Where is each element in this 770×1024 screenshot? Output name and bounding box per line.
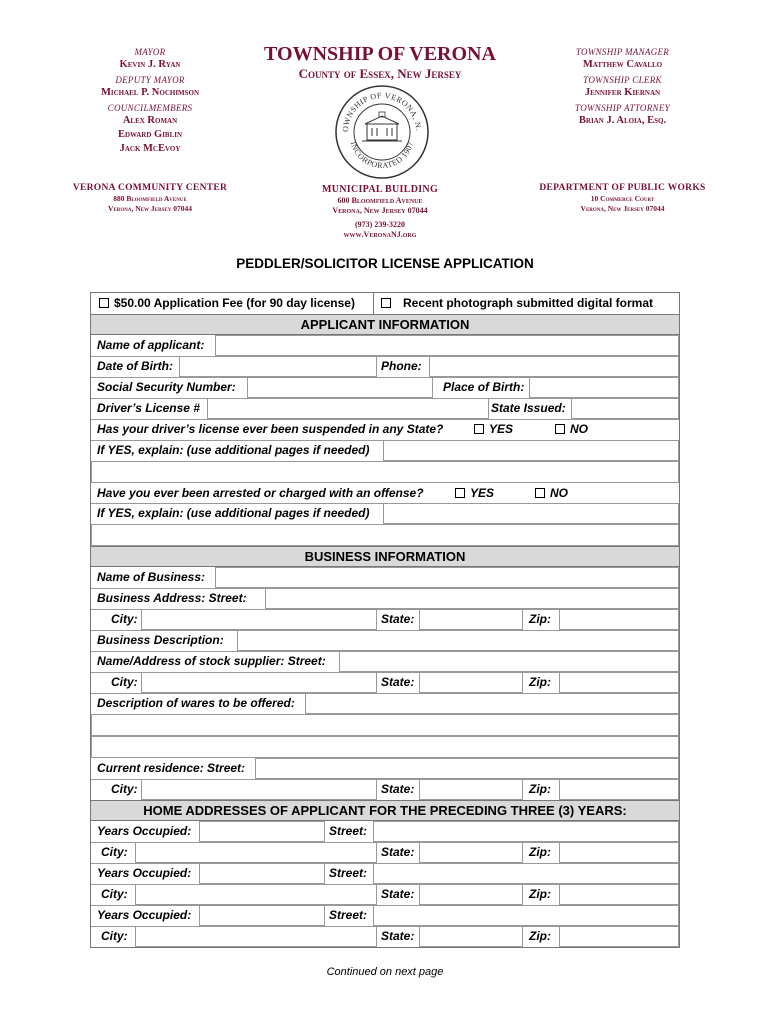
history-city-3-label: City: (101, 929, 128, 943)
form-title: PEDDLER/SOLICITOR LICENSE APPLICATION (236, 256, 534, 271)
business-zip-input[interactable] (559, 609, 679, 630)
arrested-no-option[interactable] (535, 486, 568, 500)
business-city-input[interactable] (141, 609, 377, 630)
officials-right (535, 46, 710, 128)
arrested-explain-input[interactable] (383, 503, 679, 524)
history-city-2-label: City: (101, 887, 128, 901)
history-state-2-label: State: (381, 887, 415, 901)
phone-input[interactable] (429, 356, 679, 377)
council-member-2: Edward Giblin (117, 129, 183, 140)
residence-zip-label: Zip: (529, 782, 551, 796)
pob-label: Place of Birth: (443, 380, 525, 394)
residence-label: Current residence: Street: (97, 761, 246, 775)
ssn-label: Social Security Number: (97, 380, 236, 394)
public-works-addr1: 10 Commerce Court (590, 194, 655, 203)
arrested-yes-checkbox[interactable] (455, 488, 465, 498)
history-zip-2-input[interactable] (559, 884, 679, 905)
clerk-role: TOWNSHIP CLERK (583, 75, 662, 85)
history-street-1-label: Street: (329, 824, 368, 838)
clerk-name: Jennifer Kiernan (584, 87, 661, 98)
history-zip-3-label: Zip: (529, 929, 551, 943)
municipal-building-address (265, 184, 495, 240)
phone-label: Phone: (381, 359, 422, 373)
arrested-yes-option[interactable] (455, 486, 494, 500)
ssn-input[interactable] (247, 377, 433, 398)
dob-label: Date of Birth: (97, 359, 173, 373)
divider (91, 419, 679, 420)
mayor-role: MAYOR (134, 47, 166, 57)
council-role: COUNCILMEMBERS (107, 103, 193, 113)
deputy-name: Michael P. Nochimson (100, 87, 200, 98)
history-state-1-input[interactable] (419, 842, 523, 863)
business-street-input[interactable] (265, 588, 679, 609)
history-street-1-input[interactable] (373, 821, 679, 842)
years-occupied-2-input[interactable] (199, 863, 325, 884)
history-section-title: HOME ADDRESSES OF APPLICANT FOR THE PRECEDING THREE (3) YEARS: (143, 803, 627, 818)
fee-label: $50.00 Application Fee (for 90 day license) (114, 296, 355, 310)
residence-city-input[interactable] (141, 779, 377, 800)
history-zip-3-input[interactable] (559, 926, 679, 947)
divider (373, 293, 374, 314)
history-street-2-input[interactable] (373, 863, 679, 884)
business-section-title: BUSINESS INFORMATION (304, 549, 466, 564)
state-issued-input[interactable] (571, 398, 679, 419)
suspended-explain-input[interactable] (383, 440, 679, 461)
suspended-explain-label: If YES, explain: (use additional pages if needed) (97, 443, 370, 457)
supplier-state-input[interactable] (419, 672, 523, 693)
applicant-name-label: Name of applicant: (97, 338, 205, 352)
residence-state-label: State: (381, 782, 415, 796)
history-street-2-label: Street: (329, 866, 368, 880)
residence-zip-input[interactable] (559, 779, 679, 800)
fee-checkbox[interactable] (99, 298, 109, 308)
public-works-addr2: Verona, New Jersey 07044 (580, 204, 665, 213)
seal-top-text: OWNSHIP OF VERONA, N. (340, 90, 424, 133)
business-state-label: State: (381, 612, 415, 626)
business-description-input[interactable] (237, 630, 679, 651)
suspended-yes-checkbox[interactable] (474, 424, 484, 434)
fee-option[interactable] (99, 296, 355, 310)
municipal-addr2: Verona, New Jersey 07044 (332, 206, 428, 215)
arrested-explain-extra-line[interactable] (91, 524, 679, 546)
attorney-name: Brian J. Aloia, Esq. (578, 115, 667, 126)
history-city-2-input[interactable] (135, 884, 377, 905)
residence-state-input[interactable] (419, 779, 523, 800)
supplier-label: Name/Address of stock supplier: Street: (97, 654, 326, 668)
dob-input[interactable] (179, 356, 377, 377)
history-city-1-label: City: (101, 845, 128, 859)
municipal-addr1: 600 Bloomfield Avenue (337, 196, 423, 205)
municipal-building-title: MUNICIPAL BUILDING (321, 184, 439, 195)
history-zip-2-label: Zip: (529, 887, 551, 901)
applicant-name-input[interactable] (215, 335, 679, 356)
supplier-city-input[interactable] (141, 672, 377, 693)
supplier-street-input[interactable] (339, 651, 679, 672)
suspended-no-label: NO (570, 422, 588, 436)
continued-note: Continued on next page (326, 966, 444, 978)
manager-name: Matthew Cavallo (582, 59, 663, 70)
years-occupied-2-label: Years Occupied: (97, 866, 192, 880)
application-form (90, 292, 680, 948)
supplier-state-label: State: (381, 675, 415, 689)
residence-city-label: City: (111, 782, 138, 796)
supplier-zip-input[interactable] (559, 672, 679, 693)
council-member-3: Jack McEvoy (119, 143, 181, 154)
municipal-website[interactable]: www.VeronaNJ.org (343, 230, 417, 239)
deputy-role: DEPUTY MAYOR (115, 75, 185, 85)
community-center-title: VERONA COMMUNITY CENTER (72, 183, 228, 193)
history-city-3-input[interactable] (135, 926, 377, 947)
applicant-section-title: APPLICANT INFORMATION (300, 317, 470, 332)
arrested-yes-label: YES (470, 486, 495, 500)
years-occupied-3-label: Years Occupied: (97, 908, 192, 922)
arrested-no-label: NO (550, 486, 568, 500)
business-address-label: Business Address: Street: (97, 591, 247, 605)
arrested-no-checkbox[interactable] (535, 488, 545, 498)
township-seal (334, 84, 430, 180)
history-city-1-input[interactable] (135, 842, 377, 863)
wares-extra-line-2[interactable] (91, 736, 679, 758)
township-subtitle: County of Essex, New Jersey (298, 66, 462, 81)
business-description-label: Business Description: (97, 633, 224, 647)
officials-left (60, 46, 240, 156)
council-member-1: Alex Roman (122, 115, 178, 126)
history-state-2-input[interactable] (419, 884, 523, 905)
history-state-3-input[interactable] (419, 926, 523, 947)
history-zip-1-label: Zip: (529, 845, 551, 859)
svg-text:TOWNSHIP OF VERONA, N.J. (334, 84, 423, 132)
suspended-yes-option[interactable] (474, 422, 513, 436)
years-occupied-1-input[interactable] (199, 821, 325, 842)
history-state-3-label: State: (381, 929, 415, 943)
suspended-yes-label: YES (489, 422, 514, 436)
manager-role: TOWNSHIP MANAGER (575, 47, 670, 57)
municipal-phone: (973) 239-3220 (355, 220, 405, 229)
state-issued-label: State Issued: (491, 401, 566, 415)
photo-option[interactable] (381, 296, 653, 310)
township-title-block (255, 42, 505, 82)
arrested-explain-label: If YES, explain: (use additional pages if needed) (97, 506, 370, 520)
residence-street-input[interactable] (255, 758, 679, 779)
svg-text:INCORPORATED 1907 (349, 141, 416, 171)
pob-input[interactable] (529, 377, 679, 398)
business-state-input[interactable] (419, 609, 523, 630)
mayor-name: Kevin J. Ryan (119, 59, 181, 70)
history-street-3-label: Street: (329, 908, 368, 922)
suspended-question: Has your driver’s license ever been suspended in any State? (97, 422, 444, 436)
seal-bottom-text: INCORPORATED 1907 (348, 140, 416, 171)
attorney-role: TOWNSHIP ATTORNEY (575, 103, 670, 113)
history-street-3-input[interactable] (373, 905, 679, 926)
township-title: TOWNSHIP OF VERONA (264, 43, 496, 65)
wares-extra-line-1[interactable] (91, 714, 679, 736)
years-occupied-1-label: Years Occupied: (97, 824, 192, 838)
business-city-label: City: (111, 612, 138, 626)
suspended-no-checkbox[interactable] (555, 424, 565, 434)
license-label: Driver’s License # (97, 401, 200, 415)
business-name-input[interactable] (215, 567, 679, 588)
supplier-zip-label: Zip: (529, 675, 551, 689)
wares-input[interactable] (305, 693, 679, 714)
community-center-address (60, 182, 240, 214)
public-works-address (530, 182, 715, 214)
history-state-1-label: State: (381, 845, 415, 859)
community-center-addr1: 880 Bloomfield Avenue (113, 194, 187, 203)
years-occupied-3-input[interactable] (199, 905, 325, 926)
supplier-city-label: City: (111, 675, 138, 689)
photo-label: Recent photograph submitted digital format (403, 296, 654, 310)
photo-checkbox[interactable] (381, 298, 391, 308)
business-name-label: Name of Business: (97, 570, 206, 584)
suspended-no-option[interactable] (555, 422, 588, 436)
wares-label: Description of wares to be offered: (97, 696, 295, 710)
history-zip-1-input[interactable] (559, 842, 679, 863)
arrested-question: Have you ever been arrested or charged with an offense? (97, 486, 424, 500)
suspended-explain-extra-line[interactable] (91, 461, 679, 483)
public-works-title: DEPARTMENT OF PUBLIC WORKS (539, 183, 706, 193)
license-input[interactable] (207, 398, 489, 419)
business-zip-label: Zip: (529, 612, 551, 626)
community-center-addr2: Verona, New Jersey 07044 (108, 204, 192, 213)
